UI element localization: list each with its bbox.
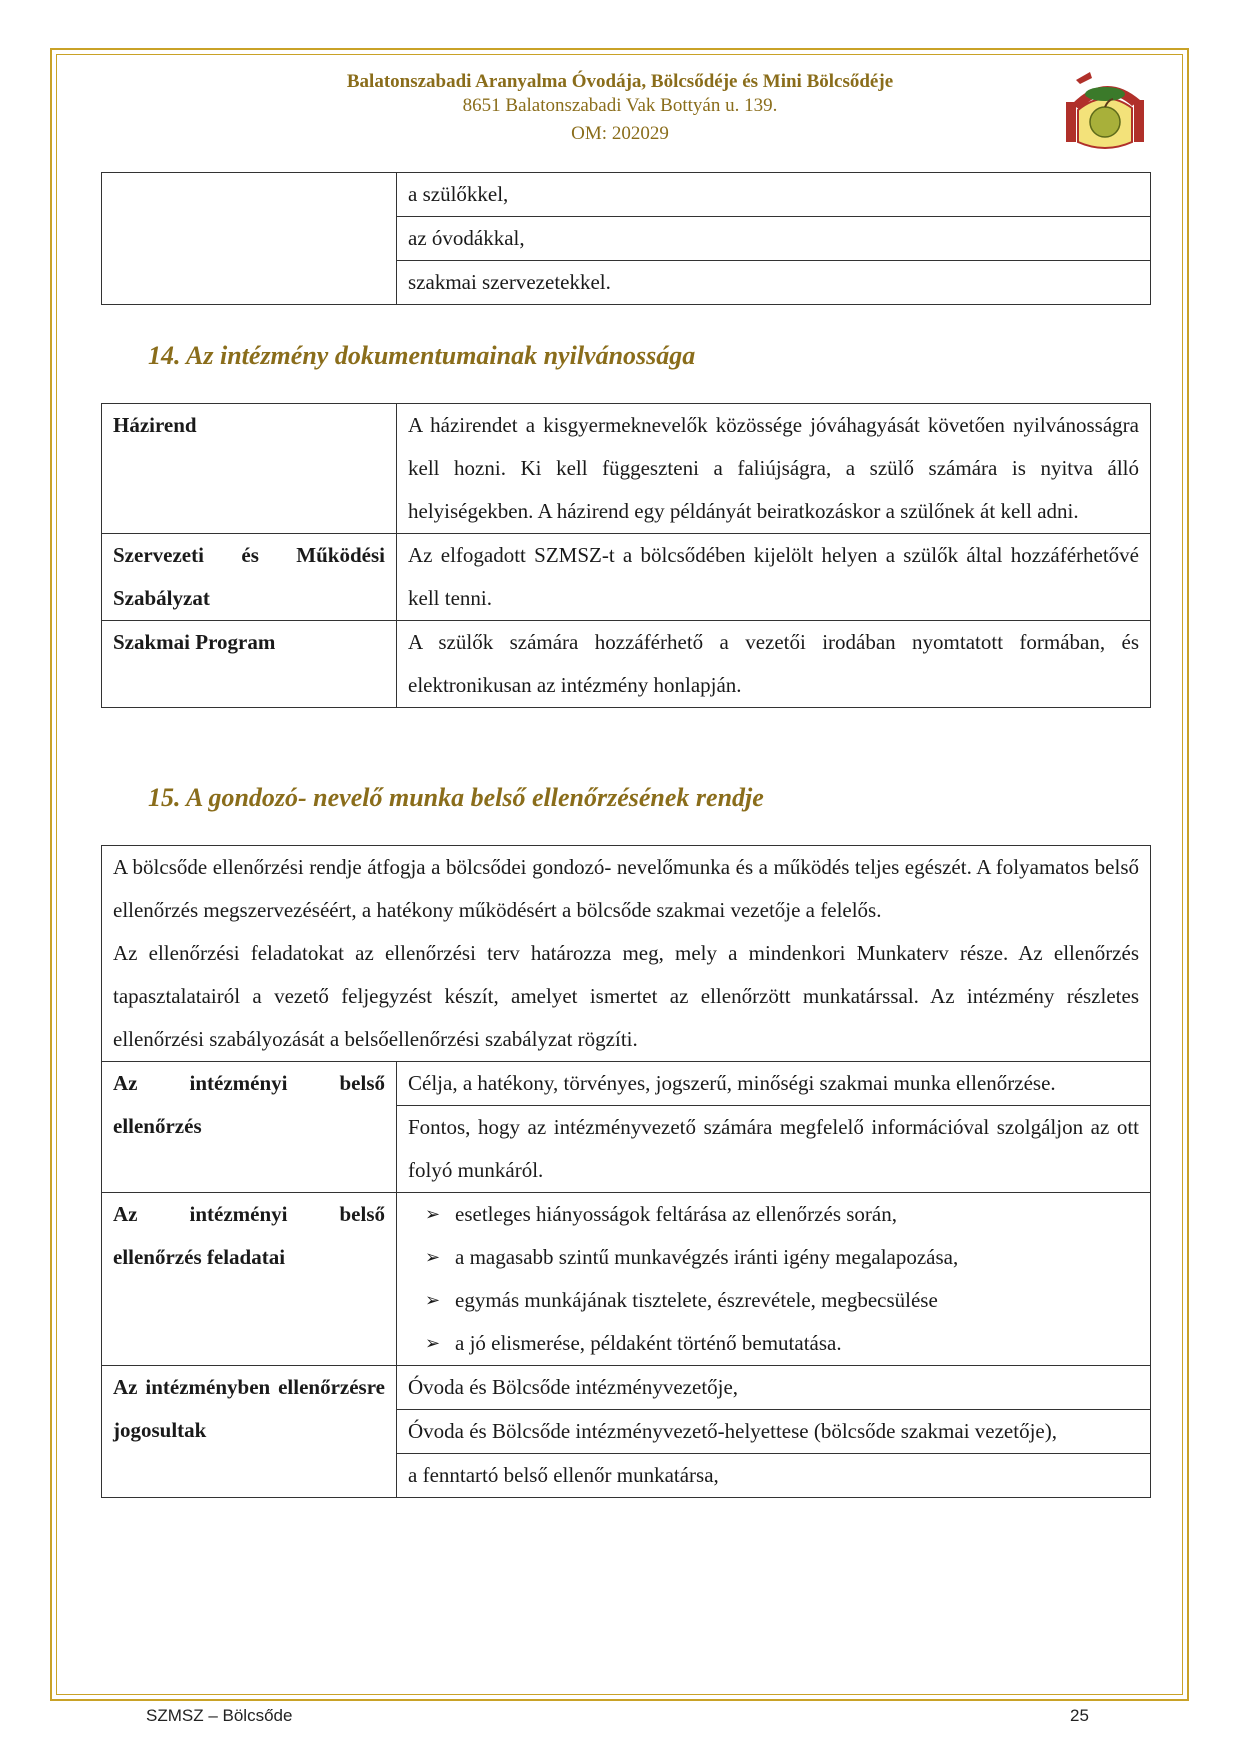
arrowhead-bullet-icon: ➢: [425, 1290, 441, 1311]
footer-title: SZMSZ – Bölcsőde: [146, 1706, 293, 1725]
list-item: [425, 1193, 1139, 1236]
feladatai-list: [425, 1193, 1139, 1365]
section-15-table: [101, 845, 1151, 1498]
row-text: Az elfogadott SZMSZ-t a bölcsődében kijelölt helyen a szülők által hozzáférhetővé kell tenni.: [397, 534, 1151, 621]
list-item: [425, 1279, 1139, 1322]
continuation-row: az óvodákkal,: [397, 217, 1151, 261]
page-header: [60, 70, 1180, 146]
list-item: [425, 1322, 1139, 1365]
arrowhead-bullet-icon: ➢: [425, 1247, 441, 1268]
feladatai-cell: [397, 1193, 1151, 1366]
continuation-label-cell: [102, 173, 397, 305]
institution-om: OM: 202029: [571, 123, 669, 144]
page-number: 25: [1070, 1706, 1089, 1725]
section-14-title: 14. Az intézmény dokumentumainak nyilvánossága: [148, 341, 696, 370]
institution-name: Balatonszabadi Aranyalma Óvodája, Bölcsődéje és Mini Bölcsődéje: [346, 71, 894, 92]
belso-label: Az intézményi belső ellenőrzés: [102, 1062, 397, 1193]
intro-paragraph: A bölcsőde ellenőrzési rendje átfogja a bölcsődei gondozó- nevelőmunka és a működés teljes egészét. A folyamatos belső ellenőrzés megszervezéséért, a hatékony működésért a bölcsőde szakmai vezetője a felelős.: [113, 855, 1139, 922]
jogosultak-item: a fenntartó belső ellenőr munkatársa,: [397, 1454, 1151, 1498]
list-item-text: egymás munkájának tisztelete, észrevétele, megbecsülése: [455, 1288, 938, 1312]
jogosultak-item: Óvoda és Bölcsőde intézményvezető-helyettese (bölcsőde szakmai vezetője),: [397, 1410, 1151, 1454]
row-label: Szakmai Program: [102, 621, 397, 708]
row-text: A szülők számára hozzáférhető a vezetői irodában nyomtatott formában, és elektronikusan az intézmény honlapján.: [397, 621, 1151, 708]
belso-item: Fontos, hogy az intézményvezető számára megfelelő információval szolgáljon az ott folyó munkáról.: [397, 1106, 1151, 1193]
institution-logo-icon: [1060, 66, 1150, 152]
continuation-row: a szülőkkel,: [397, 173, 1151, 217]
list-item-text: esetleges hiányosságok feltárása az ellenőrzés során,: [455, 1202, 897, 1226]
jogosultak-item: Óvoda és Bölcsőde intézményvezetője,: [397, 1366, 1151, 1410]
section-15-title: 15. A gondozó- nevelő munka belső ellenőrzésének rendje: [148, 783, 764, 812]
feladatai-label: Az intézményi belső ellenőrzés feladatai: [102, 1193, 397, 1366]
jogosultak-label: Az intézményben ellenőrzésre jogosultak: [102, 1366, 397, 1498]
institution-address: 8651 Balatonszabadi Vak Bottyán u. 139.: [462, 95, 778, 116]
intro-cell: [102, 846, 1151, 1062]
list-item: [425, 1236, 1139, 1279]
continuation-row: szakmai szervezetekkel.: [397, 261, 1151, 305]
list-item-text: a jó elismerése, példaként történő bemutatása.: [455, 1331, 842, 1355]
row-label: Szervezeti és Működési Szabályzat: [102, 534, 397, 621]
row-label: Házirend: [102, 404, 397, 534]
belso-item: Célja, a hatékony, törvényes, jogszerű, minőségi szakmai munka ellenőrzése.: [397, 1062, 1151, 1106]
continuation-table: [101, 172, 1151, 305]
intro-paragraph: Az ellenőrzési feladatokat az ellenőrzési terv határozza meg, mely a mindenkori Munkaterv része. Az ellenőrzés tapasztalatairól a vezető feljegyzést készít, amelyet ismertet az ellenőrzött munkatárssal. Az intézmény részletes ellenőrzési szabályozását a belsőellenőrzési szabályzat rögzíti.: [113, 941, 1139, 1051]
arrowhead-bullet-icon: ➢: [425, 1204, 441, 1225]
arrowhead-bullet-icon: ➢: [425, 1333, 441, 1354]
list-item-text: a magasabb szintű munkavégzés iránti igény megalapozása,: [455, 1245, 959, 1269]
section-14-table: [101, 403, 1151, 708]
row-text: A házirendet a kisgyermeknevelők közössége jóváhagyását követően nyilvánosságra kell hozni. Ki kell függeszteni a faliújságra, a szülő számára is nyitva álló helyiségekben. A házirend egy példányát beiratkozáskor a szülőnek át kell adni.: [397, 404, 1151, 534]
